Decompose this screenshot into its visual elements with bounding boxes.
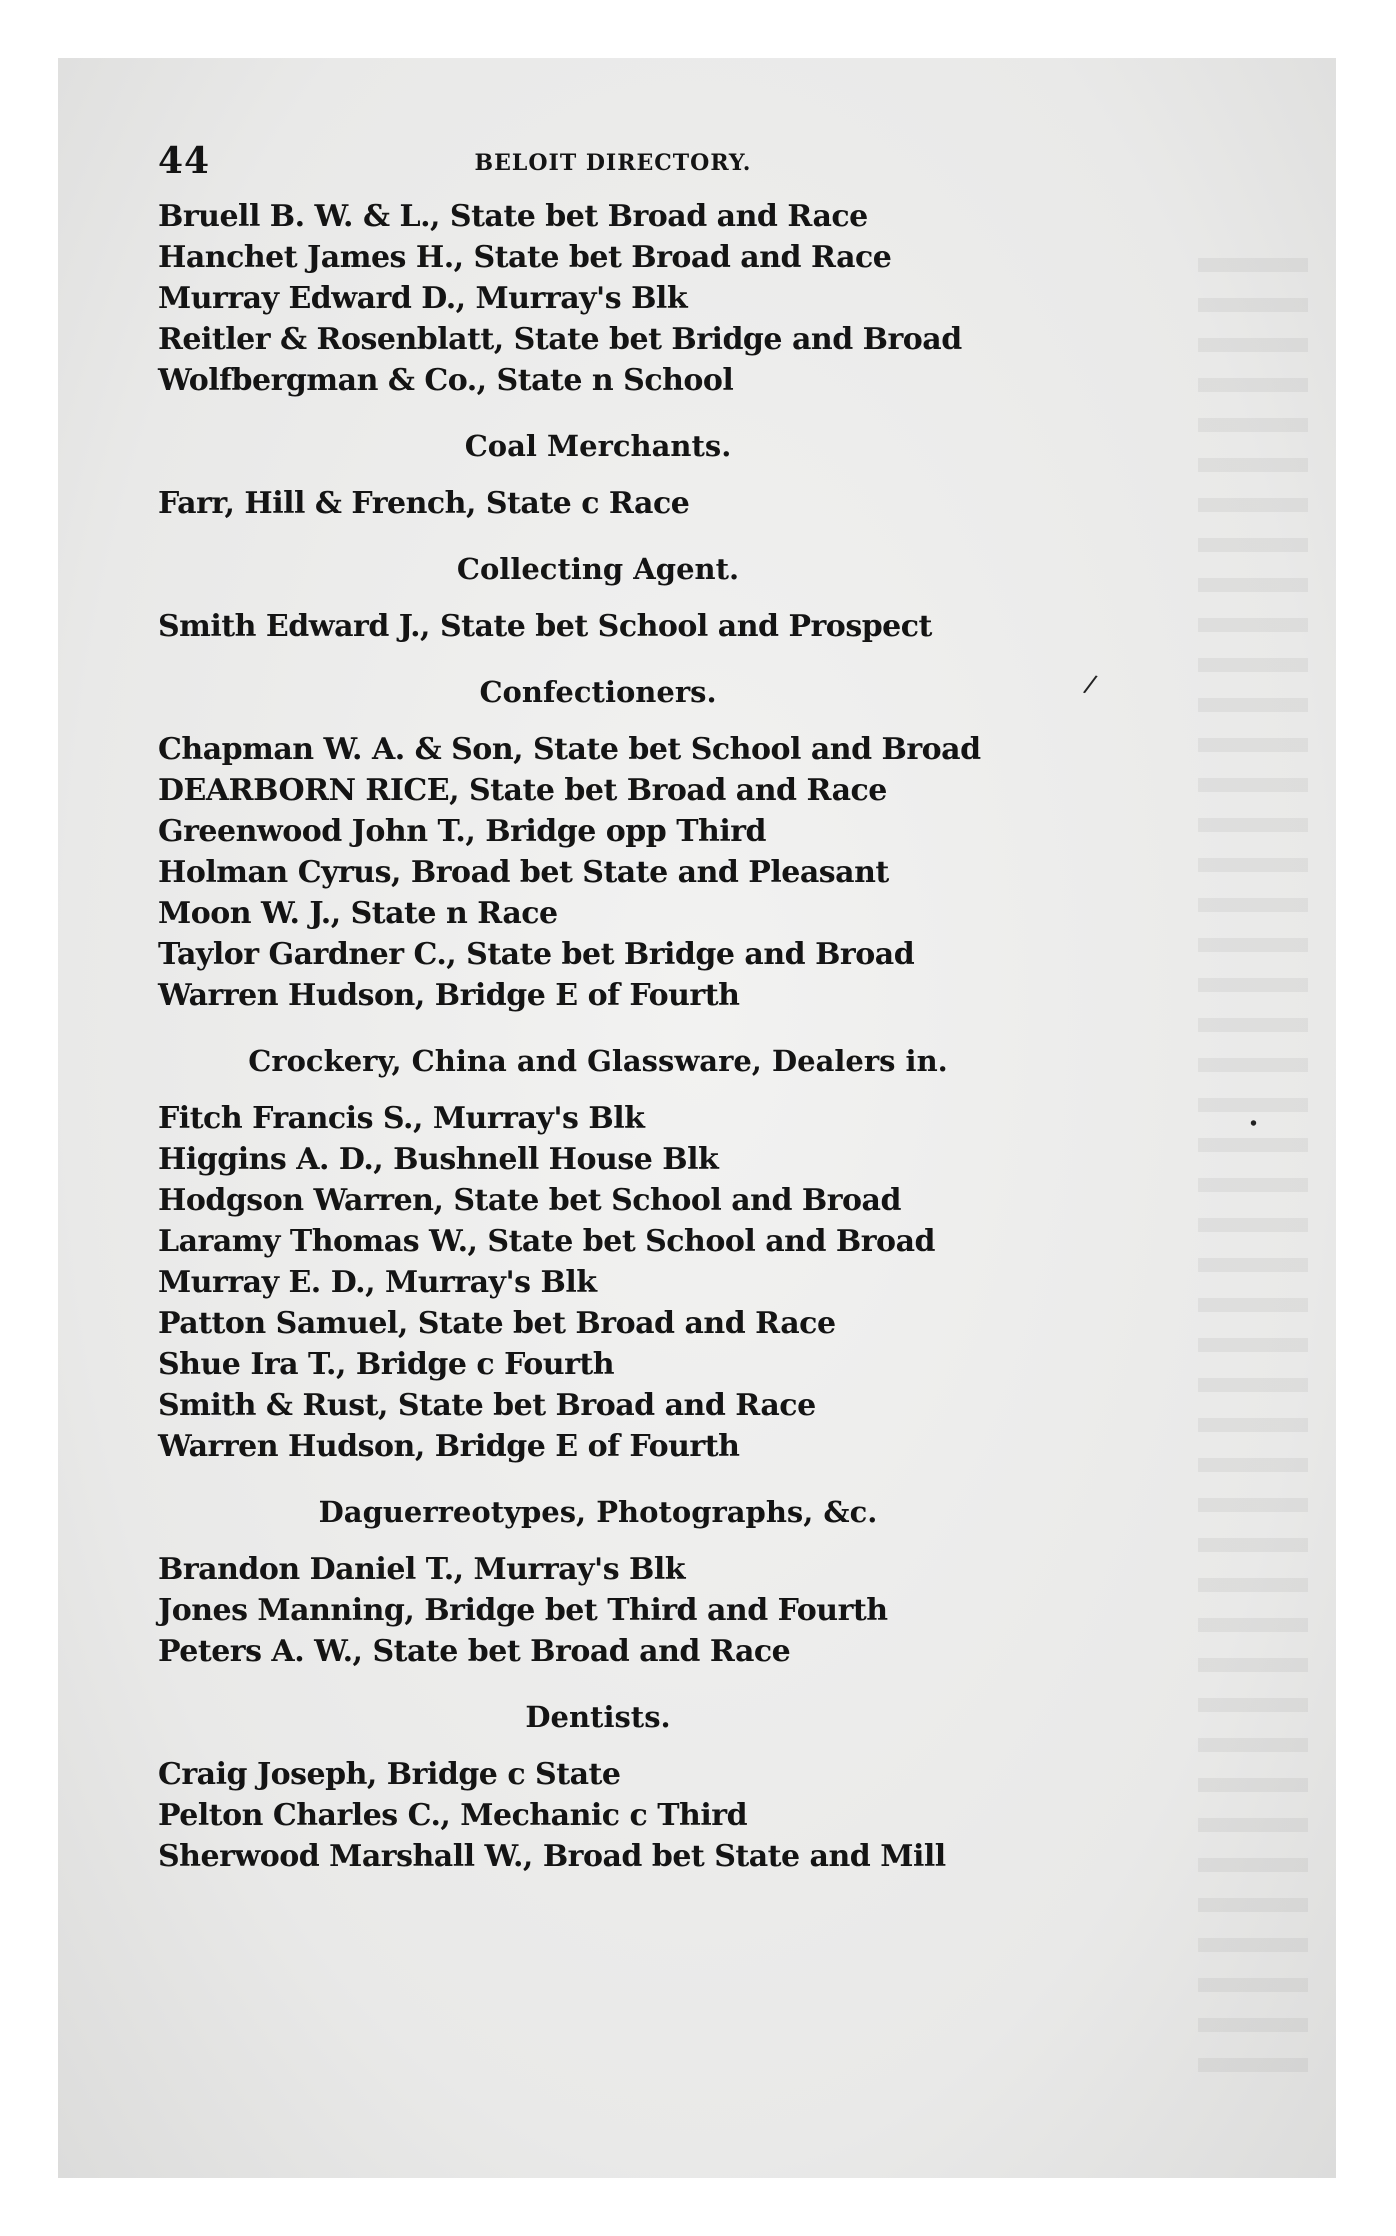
section-daguerreotypes-photographs	[158, 1492, 1178, 1672]
directory-entry: Laramy Thomas W., State bet School and Broad	[158, 1224, 935, 1259]
section-heading: Confectioners.	[479, 675, 717, 709]
directory-entry: Higgins A. D., Bushnell House Blk	[158, 1142, 719, 1177]
section-collecting-agent	[158, 549, 1178, 647]
page-title: BELOIT DIRECTORY.	[474, 150, 752, 176]
directory-entry: Hanchet James H., State bet Broad and Race	[158, 240, 892, 275]
directory-entry: Pelton Charles C., Mechanic c Third	[158, 1798, 748, 1833]
section-heading: Crockery, China and Glassware, Dealers in.	[248, 1044, 948, 1078]
entries-list	[158, 1549, 1178, 1672]
directory-entry: Greenwood John T., Bridge opp Third	[158, 814, 767, 849]
bleed-through-text	[1198, 258, 1308, 2078]
directory-entry: Warren Hudson, Bridge E of Fourth	[158, 1429, 740, 1464]
directory-entry: Sherwood Marshall W., Broad bet State and Mill	[158, 1839, 946, 1874]
directory-entry: Reitler & Rosenblatt, State bet Bridge and Broad	[158, 322, 962, 357]
directory-entry: Bruell B. W. & L., State bet Broad and Race	[158, 199, 868, 234]
section-crockery-china-glassware	[158, 1041, 1178, 1467]
section-heading: Collecting Agent.	[456, 552, 740, 586]
section-heading: Daguerreotypes, Photographs, &c.	[318, 1495, 878, 1529]
directory-entry: Fitch Francis S., Murray's Blk	[158, 1101, 645, 1136]
page-number: 44	[158, 140, 211, 182]
directory-content	[158, 140, 1178, 1877]
directory-entry: Hodgson Warren, State bet School and Broad	[158, 1183, 901, 1218]
directory-entry: Shue Ira T., Bridge c Fourth	[158, 1347, 615, 1382]
directory-entry: Jones Manning, Bridge bet Third and Fourth	[158, 1593, 888, 1628]
top-entries-list	[158, 196, 1178, 401]
stray-ink-dot: •	[1250, 1113, 1258, 1135]
entries-list	[158, 606, 1178, 647]
stray-ink-mark: /	[1081, 667, 1100, 702]
entries-list	[158, 729, 1178, 1016]
directory-entry: Craig Joseph, Bridge c State	[158, 1757, 621, 1792]
directory-entry: Wolfbergman & Co., State n School	[158, 363, 734, 398]
section-heading: Coal Merchants.	[464, 429, 732, 463]
directory-entry: Murray E. D., Murray's Blk	[158, 1265, 597, 1300]
directory-entry: Smith & Rust, State bet Broad and Race	[158, 1388, 816, 1423]
directory-entry: Moon W. J., State n Race	[158, 896, 558, 931]
directory-entry: Murray Edward D., Murray's Blk	[158, 281, 688, 316]
section-coal-merchants	[158, 426, 1178, 524]
section-heading: Dentists.	[525, 1700, 671, 1734]
section-dentists	[158, 1697, 1178, 1877]
entries-list	[158, 1754, 1178, 1877]
directory-entry: Warren Hudson, Bridge E of Fourth	[158, 978, 740, 1013]
directory-entry: Chapman W. A. & Son, State bet School and Broad	[158, 732, 981, 767]
directory-entry: Peters A. W., State bet Broad and Race	[158, 1634, 791, 1669]
entries-list	[158, 1098, 1178, 1467]
directory-entry: DEARBORN RICE, State bet Broad and Race	[158, 773, 887, 808]
directory-entry: Taylor Gardner C., State bet Bridge and Broad	[158, 937, 915, 972]
page-header	[158, 140, 1178, 196]
section-confectioners	[158, 672, 1178, 1016]
directory-entry: Holman Cyrus, Broad bet State and Pleasant	[158, 855, 889, 890]
directory-entry: Patton Samuel, State bet Broad and Race	[158, 1306, 836, 1341]
directory-entry: Brandon Daniel T., Murray's Blk	[158, 1552, 686, 1587]
entries-list	[158, 483, 1178, 524]
directory-entry: Smith Edward J., State bet School and Prospect	[158, 609, 932, 644]
directory-entry: Farr, Hill & French, State c Race	[158, 486, 690, 521]
